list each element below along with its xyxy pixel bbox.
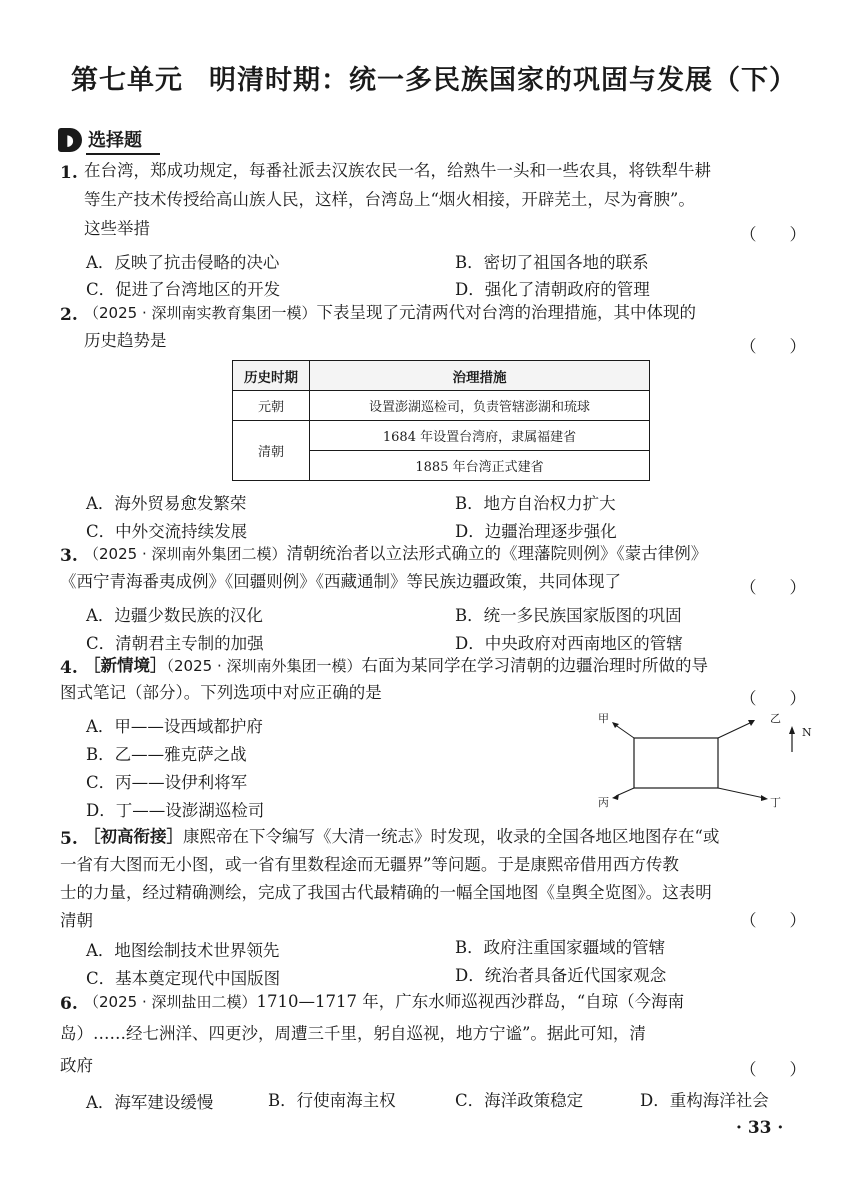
question-text: 等生产技术传授给高山族人民，这样，台湾岛上“烟火相接，开辟芜土，尽为膏腴”。: [84, 190, 695, 209]
question-text: 士的力量，经过精确测绘，完成了我国古代最精确的一幅全国地图《皇舆全览图》。这表明: [60, 883, 712, 902]
question-text: 政府: [60, 1056, 93, 1075]
page-title: [0, 58, 868, 97]
diagram-label-sw: 丙: [598, 796, 609, 809]
option-a[interactable]: A．甲——设西域都护府: [86, 717, 263, 736]
option-b[interactable]: B．乙——雅克萨之战: [86, 745, 247, 764]
option-d[interactable]: D．中央政府对西南地区的管辖: [455, 634, 683, 653]
question-number: 5.: [60, 829, 78, 849]
option-c[interactable]: C．基本奠定现代中国版图: [86, 969, 281, 988]
question-text: ［新情境］（2025 · 深圳南外集团一模）右面为某同学在学习清朝的边疆治理时所做的导: [84, 656, 708, 675]
table-cell-era: 清朝: [233, 421, 310, 481]
question-source: （2025 · 深圳南实教育集团一模）: [84, 304, 317, 322]
table-header: 历史时期: [233, 361, 310, 391]
question-number: 4.: [60, 658, 78, 678]
option-a[interactable]: A．边疆少数民族的汉化: [86, 606, 263, 625]
option-b[interactable]: B．密切了祖国各地的联系: [455, 253, 649, 272]
arrowhead-se: [761, 795, 768, 801]
north-arrow-icon: [789, 726, 795, 734]
option-c[interactable]: C．清朝君主专制的加强: [86, 634, 264, 653]
option-b[interactable]: B．政府注重国家疆域的管辖: [455, 938, 666, 957]
option-c[interactable]: C．海洋政策稳定: [455, 1091, 584, 1110]
question-text: 岛）……经七洲洋、四更沙，周遭三千里，躬自巡视，地方宁谧”。据此可知，清: [60, 1024, 646, 1043]
option-c[interactable]: C．促进了台湾地区的开发: [86, 280, 281, 299]
arrow-nw: [614, 724, 634, 738]
diagram-box: [634, 738, 718, 788]
question-text: 图式笔记（部分）。下列选项中对应正确的是: [60, 683, 382, 702]
question-text: 《西宁青海番夷成例》《回疆则例》《西藏通制》等民族边疆政策，共同体现了: [60, 572, 621, 591]
option-d[interactable]: D．边疆治理逐步强化: [455, 522, 617, 541]
option-d[interactable]: D．重构海洋社会: [640, 1091, 769, 1110]
unit-label: 第七单元: [71, 65, 183, 96]
question-tag: ［新情境］: [84, 656, 167, 675]
question-number: 6.: [60, 994, 78, 1014]
page-number: · 33 ·: [736, 1118, 784, 1138]
table-header: 治理措施: [310, 361, 650, 391]
question-source: （2025 · 深圳盐田二模）: [84, 993, 257, 1011]
governance-table: [232, 360, 650, 481]
option-b[interactable]: B．行使南海主权: [268, 1091, 396, 1110]
option-c[interactable]: C．丙——设伊利将军: [86, 773, 248, 792]
arrowhead-sw: [612, 794, 619, 800]
option-d[interactable]: D．丁——设澎湖巡检司: [86, 801, 265, 820]
answer-blank[interactable]: （ ）: [740, 911, 806, 930]
section-header: [58, 128, 160, 152]
table-row: [233, 391, 650, 421]
table-cell-measure: 1684 年设置台湾府，隶属福建省: [310, 421, 650, 451]
diagram-label-nw: 甲: [598, 712, 609, 725]
answer-blank[interactable]: （ ）: [740, 578, 806, 597]
option-a[interactable]: A．反映了抗击侵略的决心: [86, 253, 280, 272]
question-tag: ［初高衔接］: [84, 827, 183, 846]
table-cell-measure: 设置澎湖巡检司，负责管辖澎湖和琉球: [310, 391, 650, 421]
border-diagram: [592, 710, 822, 810]
question-number: 2.: [60, 305, 78, 325]
answer-blank[interactable]: （ ）: [740, 337, 806, 356]
question-text: 这些举措: [84, 219, 150, 238]
section-label: 选择题: [86, 126, 160, 155]
question-text: ［初高衔接］康熙帝在下令编写《大清一统志》时发现，收录的全国各地区地图存在“或: [84, 827, 720, 846]
north-label: N: [802, 726, 812, 739]
arrow-se: [718, 788, 764, 798]
question-text: 在台湾，郑成功规定，每番社派去汉族农民一名，给熟牛一头和一些农具，将铁犁牛耕: [84, 161, 711, 180]
question-source: （2025 · 深圳南外集团二模）: [84, 545, 287, 563]
question-text: （2025 · 深圳南外集团二模）清朝统治者以立法形式确立的《理藩院则例》《蒙古律例》: [84, 544, 708, 563]
option-a[interactable]: A．海外贸易愈发繁荣: [86, 494, 247, 513]
answer-blank[interactable]: （ ）: [740, 225, 806, 244]
answer-blank[interactable]: （ ）: [740, 1060, 806, 1079]
option-d[interactable]: D．强化了清朝政府的管理: [455, 280, 650, 299]
diagram-label-ne: 乙: [770, 712, 781, 725]
arrow-ne: [718, 722, 752, 738]
option-d[interactable]: D．统治者具备近代国家观念: [455, 966, 667, 985]
table-row: [233, 421, 650, 451]
option-c[interactable]: C．中外交流持续发展: [86, 522, 248, 541]
question-number: 1.: [60, 163, 78, 183]
section-marker-icon: ◗: [58, 128, 82, 152]
question-source: （2025 · 深圳南外集团一模）: [166, 657, 362, 675]
question-text: （2025 · 深圳南实教育集团一模）下表呈现了元清两代对台湾的治理措施，其中体现的: [84, 303, 696, 322]
option-a[interactable]: A．海军建设缓慢: [86, 1093, 214, 1112]
question-text: （2025 · 深圳盐田二模）1710—1717 年，广东水师巡视西沙群岛，“自琼（今海南: [84, 992, 685, 1011]
question-text: 一省有大图而无小图，或一省有里数程途而无疆界”等问题。于是康熙帝借用西方传教: [60, 855, 679, 874]
table-header-row: [233, 361, 650, 391]
question-number: 3.: [60, 546, 78, 566]
question-text: 清朝: [60, 911, 93, 930]
diagram-label-se: 丁: [770, 796, 781, 809]
option-b[interactable]: B．地方自治权力扩大: [455, 494, 616, 513]
unit-topic: 明清时期：统一多民族国家的巩固与发展（下）: [209, 65, 797, 96]
question-text: 历史趋势是: [84, 331, 167, 350]
table-cell-era: 元朝: [233, 391, 310, 421]
table-cell-measure: 1885 年台湾正式建省: [310, 451, 650, 481]
option-a[interactable]: A．地图绘制技术世界领先: [86, 941, 280, 960]
answer-blank[interactable]: （ ）: [740, 689, 806, 708]
option-b[interactable]: B．统一多民族国家版图的巩固: [455, 606, 682, 625]
